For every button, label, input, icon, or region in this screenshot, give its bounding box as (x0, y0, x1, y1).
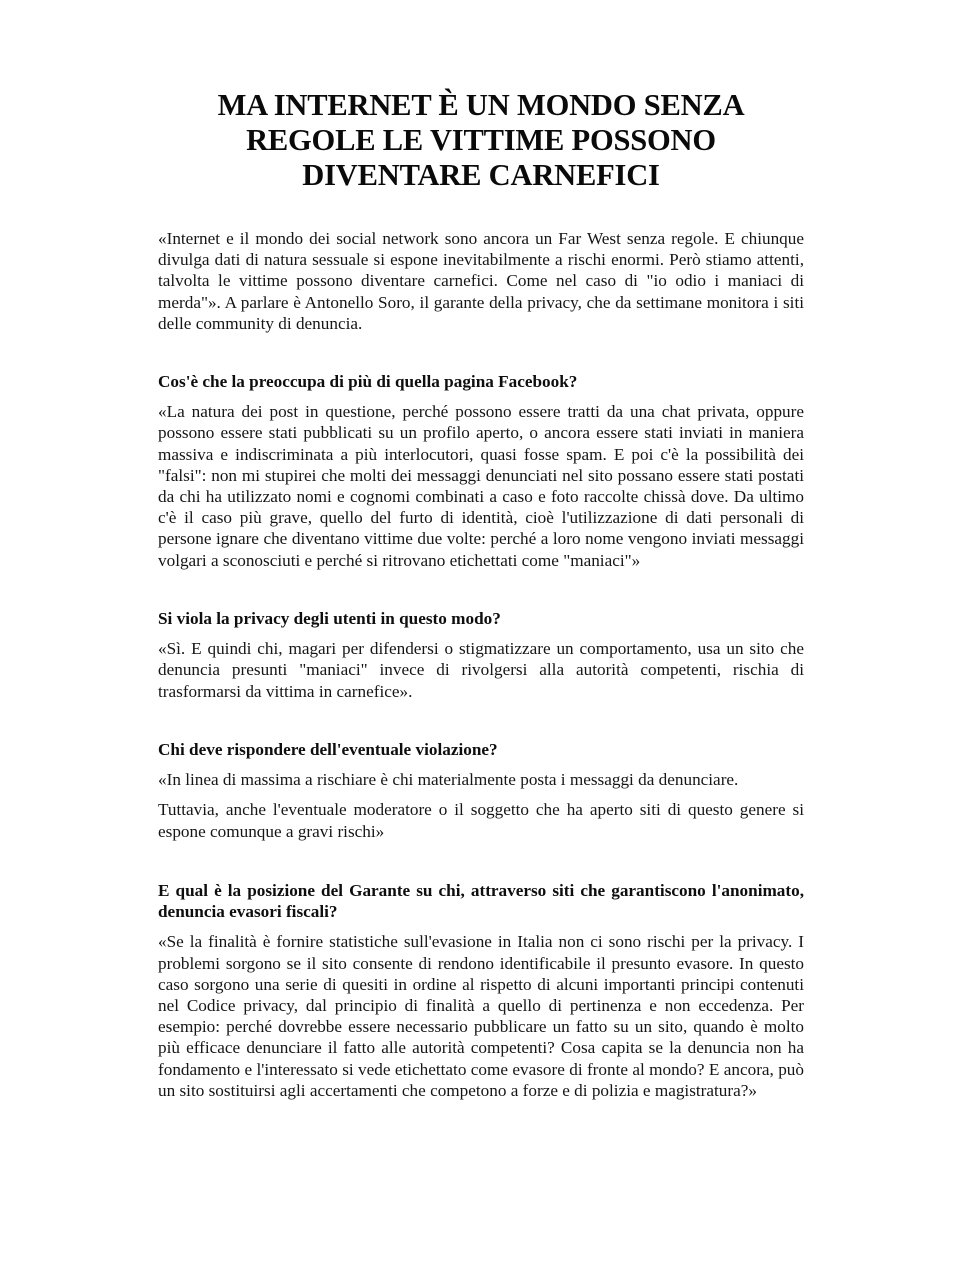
qa-section-4 (158, 880, 804, 1101)
answer-paragraph: «La natura dei post in questione, perché possono essere tratti da una chat privata, oppure possono essere stati pubblicati su un profilo aperto, o ancora essere stati inviati in maniera massiva e indiscriminata a più interlocutori, quasi fosse spam. E poi c'è la possibilità dei "falsi": non mi stupirei che molti dei messaggi denunciati nel sito possano essere stati postati da chi ha utilizzato nomi e cognomi combinati a caso e foto raccolte chissà dove. Da ultimo c'è il caso più grave, quello del furto di identità, cioè l'utilizzazione di dati personali di persone ignare che diventano vittime due volte: perché a loro nome vengono inviati messaggi volgari a sconosciuti e perché si ritrovano etichettati come "maniaci"» (158, 402, 804, 570)
answer-paragraph: «Se la finalità è fornire statistiche sull'evasione in Italia non ci sono rischi per la privacy. I problemi sorgono se il sito consente di rendono identificabile il presunto evasore. In questo caso sorgono una serie di quesiti in ordine al rispetto di alcuni importanti principi contenuti nel Codice privacy, dal principio di finalità a quello di pertinenza e non eccedenza. Per esempio: perché dovrebbe essere necessario pubblicare un fatto su un sito, quando è molto più efficace denunciare il fatto alle autorità competenti? Cosa capita se la denuncia non ha fondamento e l'interessato si vede etichettato come evasore di fronte al mondo? E ancora, può un sito sostituirsi agli accertamenti che competono a forze e di polizia e magistratura?» (158, 932, 804, 1100)
title-line-1: MA INTERNET È UN MONDO SENZA (217, 88, 745, 122)
answer-paragraph: «Sì. E quindi chi, magari per difendersi o stigmatizzare un comportamento, usa un sito che denuncia presunti "maniaci" invece di rivolgersi alla autorità competenti, rischia di trasformarsi da vittima in carnefice». (158, 639, 804, 701)
title-line-3: DIVENTARE CARNEFICI (302, 158, 660, 192)
question-heading: Cos'è che la preoccupa di più di quella pagina Facebook? (158, 372, 578, 391)
qa-section-3 (158, 739, 804, 842)
intro-section (158, 228, 804, 334)
question-heading: Chi deve rispondere dell'eventuale violazione? (158, 740, 498, 759)
title-line-2: REGOLE LE VITTIME POSSONO (246, 123, 716, 157)
qa-section-1 (158, 371, 804, 571)
qa-section-2 (158, 608, 804, 702)
intro-paragraph: «Internet e il mondo dei social network sono ancora un Far West senza regole. E chiunque divulga dati di natura sessuale si espone inevitabilmente a rischi enormi. Però stiamo attenti, talvolta le vittime possono diventare carnefici. Come nel caso di "io odio i maniaci di merda"». A parlare è Antonello Soro, il garante della privacy, che da settimane monitora i siti delle community di denuncia. (158, 229, 804, 333)
answer-paragraph: Tuttavia, anche l'eventuale moderatore o il soggetto che ha aperto siti di questo genere si espone comunque a gravi rischi» (158, 800, 804, 841)
question-heading: E qual è la posizione del Garante su chi, attraverso siti che garantiscono l'anonimato, denuncia evasori fiscali? (158, 881, 804, 922)
article-title (158, 88, 804, 193)
question-heading: Si viola la privacy degli utenti in questo modo? (158, 609, 501, 628)
answer-paragraph: «In linea di massima a rischiare è chi materialmente posta i messaggi da denunciare. (158, 770, 739, 790)
